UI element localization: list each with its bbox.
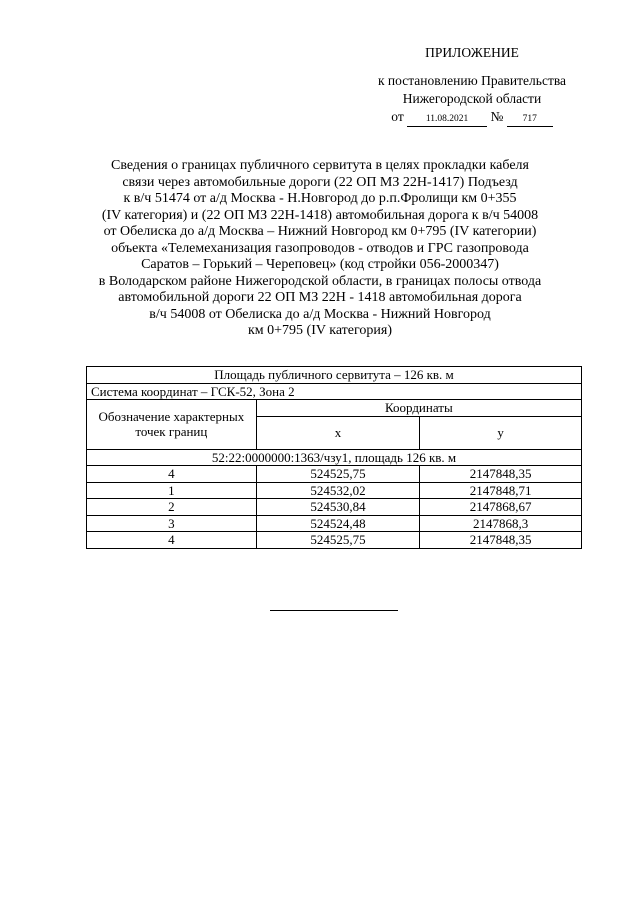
heading-line: (IV категория) и (22 ОП МЗ 22Н-1418) автомобильная дорога к в/ч 54008 [101, 207, 539, 223]
point-x: 524532,02 [256, 482, 420, 499]
coordinate-system-label: Система координат – ГСК-52, Зона 2 [87, 383, 582, 400]
column-header-designation: Обозначение характерных точек границ [87, 400, 257, 450]
point-number: 2 [87, 499, 257, 516]
point-y: 2147848,35 [420, 466, 582, 483]
heading-line: автомобильной дороги 22 ОП МЗ 22Н - 1418 автомобильная дорога [118, 290, 522, 305]
table-row [87, 499, 582, 516]
end-divider-line [270, 610, 398, 611]
point-number: 4 [87, 532, 257, 549]
column-header-x: x [256, 416, 420, 449]
point-y: 2147848,71 [420, 482, 582, 499]
heading-line: км 0+795 (IV категория) [248, 323, 392, 338]
point-x: 524530,84 [256, 499, 420, 516]
date-prefix: от [391, 109, 404, 124]
heading-line: объекта «Телемеханизация газопроводов - отводов и ГРС газопровода [111, 240, 529, 256]
table-row [87, 532, 582, 549]
point-number: 4 [87, 466, 257, 483]
heading-line: Саратов – Горький – Череповец» (код стройки 056-2000347) [141, 257, 499, 272]
point-y: 2147868,67 [420, 499, 582, 516]
heading-line: Сведения о границах публичного сервитута в целях прокладки кабеля [111, 158, 529, 173]
point-y: 2147868,3 [420, 515, 582, 532]
appendix-resolution-line: к постановлению Правительства [377, 73, 567, 88]
point-y: 2147848,35 [420, 532, 582, 549]
resolution-date: 11.08.2021 [407, 113, 487, 127]
heading-line: от Обелиска до а/д Москва – Нижний Новгород км 0+795 (IV категории) [103, 224, 537, 239]
point-number: 1 [87, 482, 257, 499]
appendix-region-line: Нижегородской области [402, 91, 542, 106]
document-heading [60, 158, 580, 340]
appendix-title: ПРИЛОЖЕНИЕ [425, 45, 519, 60]
point-number: 3 [87, 515, 257, 532]
table-parcel-row [87, 449, 582, 466]
table-area-row [87, 367, 582, 384]
column-header-coordinates: Координаты [256, 400, 581, 417]
point-x: 524524,48 [256, 515, 420, 532]
table-row [87, 515, 582, 532]
resolution-number: 717 [507, 113, 553, 127]
point-x: 524525,75 [256, 466, 420, 483]
column-header-y: y [420, 416, 582, 449]
coordinates-table [86, 366, 582, 549]
table-coord-system-row [87, 383, 582, 400]
parcel-label: 52:22:0000000:1363/чзу1, площадь 126 кв. м [87, 449, 582, 466]
table-row [87, 482, 582, 499]
point-x: 524525,75 [256, 532, 420, 549]
heading-line: в/ч 54008 от Обелиска до а/д Москва - Нижний Новгород [149, 306, 491, 322]
table-row [87, 466, 582, 483]
appendix-date-line [360, 108, 584, 127]
heading-line: к в/ч 51474 от а/д Москва - Н.Новгород до р.п.Фролищи км 0+355 [123, 191, 517, 206]
heading-line: связи через автомобильные дороги (22 ОП МЗ 22Н-1417) Подъезд [122, 174, 518, 190]
number-sign: № [490, 109, 504, 124]
servitude-area-title: Площадь публичного сервитута – 126 кв. м [87, 367, 582, 384]
table-header-row [87, 400, 582, 417]
heading-line: в Володарском районе Нижегородской области, в границах полосы отвода [98, 273, 542, 289]
